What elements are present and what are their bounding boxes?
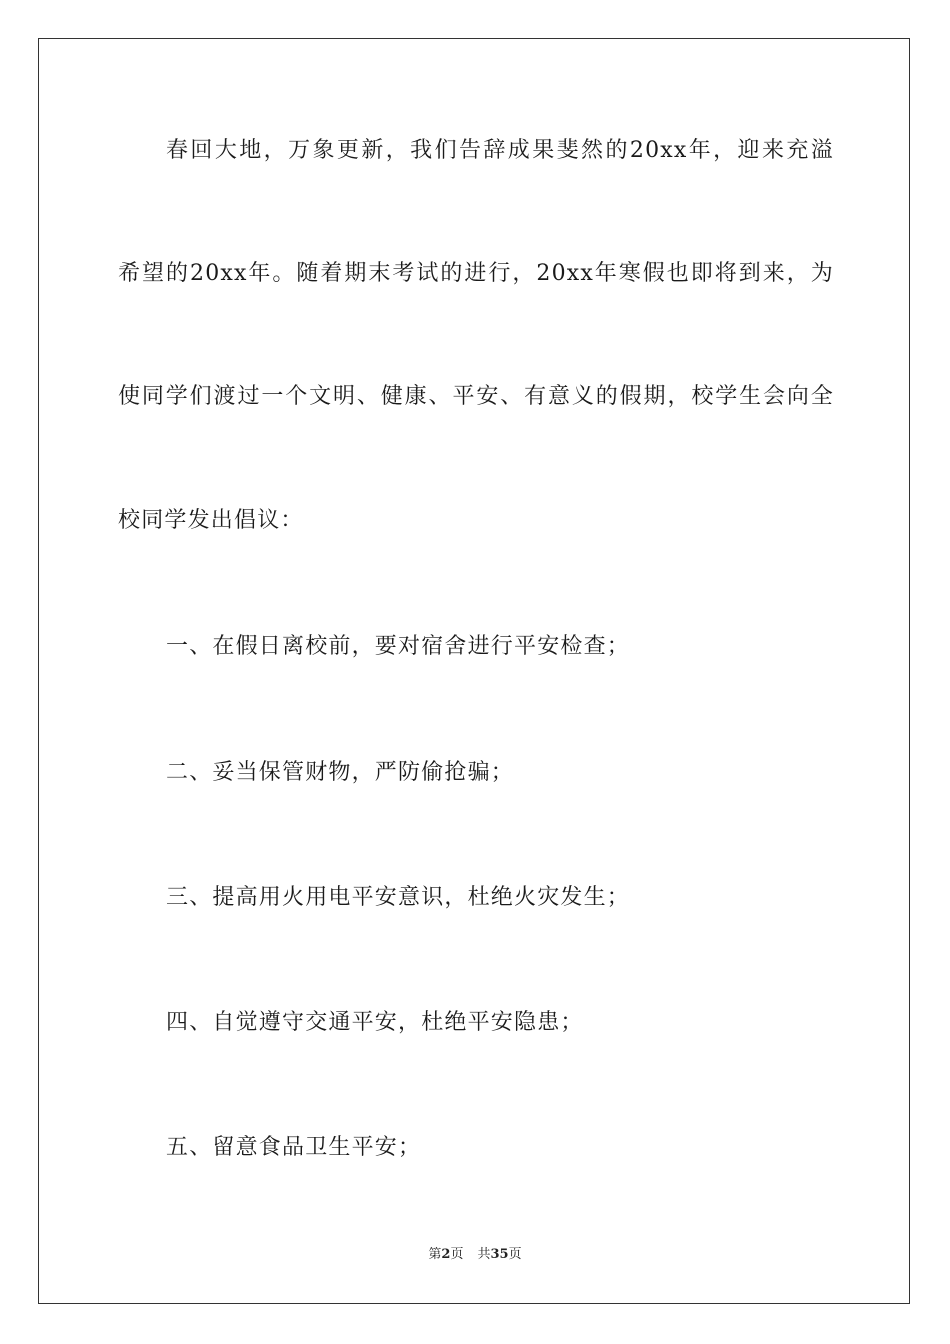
page-border <box>38 38 910 1304</box>
page-suffix: 页 <box>450 1247 464 1262</box>
list-item-5: 五、留意食品卫生平安； <box>166 1135 422 1160</box>
list-item-4: 四、自觉遵守交通平安，杜绝平安隐患； <box>166 1010 584 1035</box>
total-suffix: 页 <box>508 1247 522 1262</box>
page-footer <box>0 1246 950 1264</box>
page-prefix: 第 <box>428 1247 442 1262</box>
paragraph-line-4: 校同学发出倡议： <box>118 508 304 533</box>
paragraph-line-3: 使同学们渡过一个文明、健康、平安、有意义的假期，校学生会向全 <box>118 384 834 409</box>
list-item-2: 二、妥当保管财物，严防偷抢骗； <box>166 760 515 785</box>
list-item-1: 一、在假日离校前，要对宿舍进行平安检查； <box>166 634 631 659</box>
total-prefix: 共 <box>477 1247 491 1262</box>
list-item-3: 三、提高用火用电平安意识，杜绝火灾发生； <box>166 885 631 910</box>
paragraph-line-1: 春回大地，万象更新，我们告辞成果斐然的20xx年，迎来充溢 <box>166 138 834 163</box>
paragraph-line-2: 希望的20xx年。随着期末考试的进行，20xx年寒假也即将到来，为 <box>118 261 834 286</box>
page-number: 2 <box>441 1247 451 1262</box>
total-pages: 35 <box>490 1247 509 1262</box>
